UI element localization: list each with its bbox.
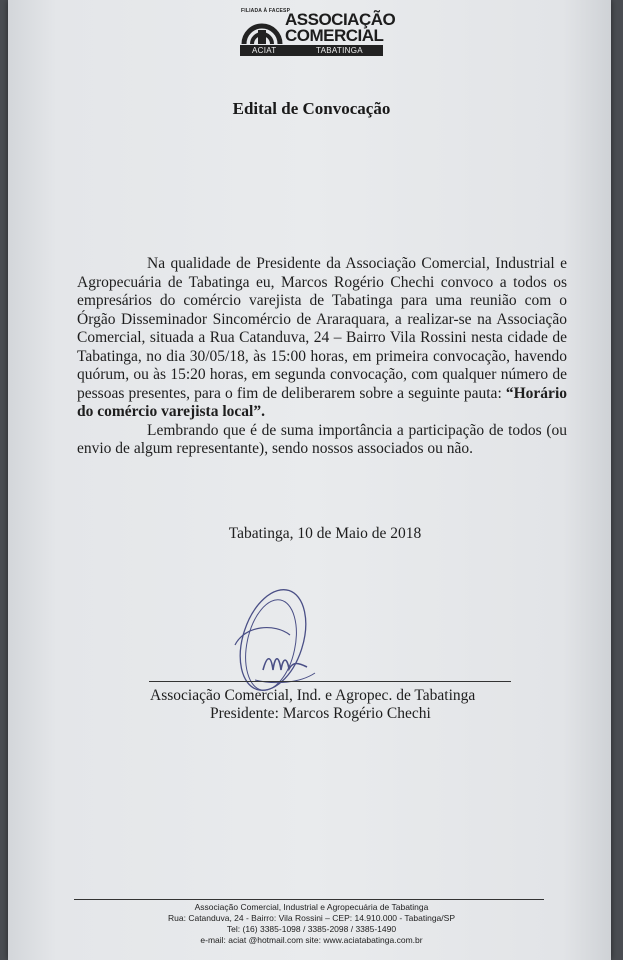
logo-bar — [240, 45, 383, 56]
paragraph-convocation — [77, 255, 567, 422]
logo-right-tag: TABATINGA — [316, 46, 363, 55]
document-page — [8, 0, 611, 960]
paragraph-convocation-text: Na qualidade de Presidente da Associação Comercial, Industrial e Agropecuária de Tabatinga eu, Marcos Rogério Chechi convoco a todos os empresários do comércio varejista de Tabatinga para uma reunião com o Órgão Disseminador Sincomércio de Araraquara, a realizar-se na Associação Comercial, situada a Rua Catanduva, 24 – Bairro Vila Rossini nesta cidade de Tabatinga, no dia 30/05/18, às 15:00 horas, em primeira convocação, havendo quórum, ou às 15:20 horas, em segunda convocação, com qualquer número de pessoas presentes, para o fim de deliberarem sobre a seguinte pauta: — [77, 255, 567, 402]
document-title: Edital de Convocação — [232, 99, 391, 118]
paragraph-reminder: Lembrando que é de suma importância a participação de todos (ou envio de algum representante), sendo nossos associados ou não. — [77, 421, 567, 457]
footer-contact: e-mail: aciat @hotmail.com site: www.aciatabatinga.com.br — [200, 935, 423, 945]
logo-line-1: ASSOCIAÇÃO — [285, 10, 396, 29]
logo-filiada-text: FILIADA À FACESP — [241, 8, 291, 14]
footer-address: Rua: Catanduva, 24 - Bairro: Vila Rossini – CEP: 14.910.000 - Tabatinga/SP — [168, 913, 455, 923]
date-line: Tabatinga, 10 de Maio de 2018 — [228, 525, 422, 542]
agenda-item: “Horário do comércio varejista local”. — [77, 384, 567, 420]
footer-line-1: Associação Comercial, Industrial e Agropecuária de Tabatinga — [194, 902, 429, 912]
document-body — [77, 255, 567, 459]
signatory-role: Presidente: Marcos Rogério Chechi — [210, 705, 431, 722]
logo-line-2: COMERCIAL — [285, 26, 384, 45]
letterhead-footer — [0, 902, 623, 946]
footer-divider — [74, 899, 544, 900]
signature-line — [149, 681, 511, 682]
logo-left-tag: ACIAT — [252, 46, 277, 55]
signatory-organization: Associação Comercial, Ind. e Agropec. de Tabatinga — [150, 687, 476, 704]
association-logo — [237, 8, 396, 56]
footer-phones: Tel: (16) 3385-1098 / 3385-2098 / 3385-1490 — [226, 924, 397, 934]
